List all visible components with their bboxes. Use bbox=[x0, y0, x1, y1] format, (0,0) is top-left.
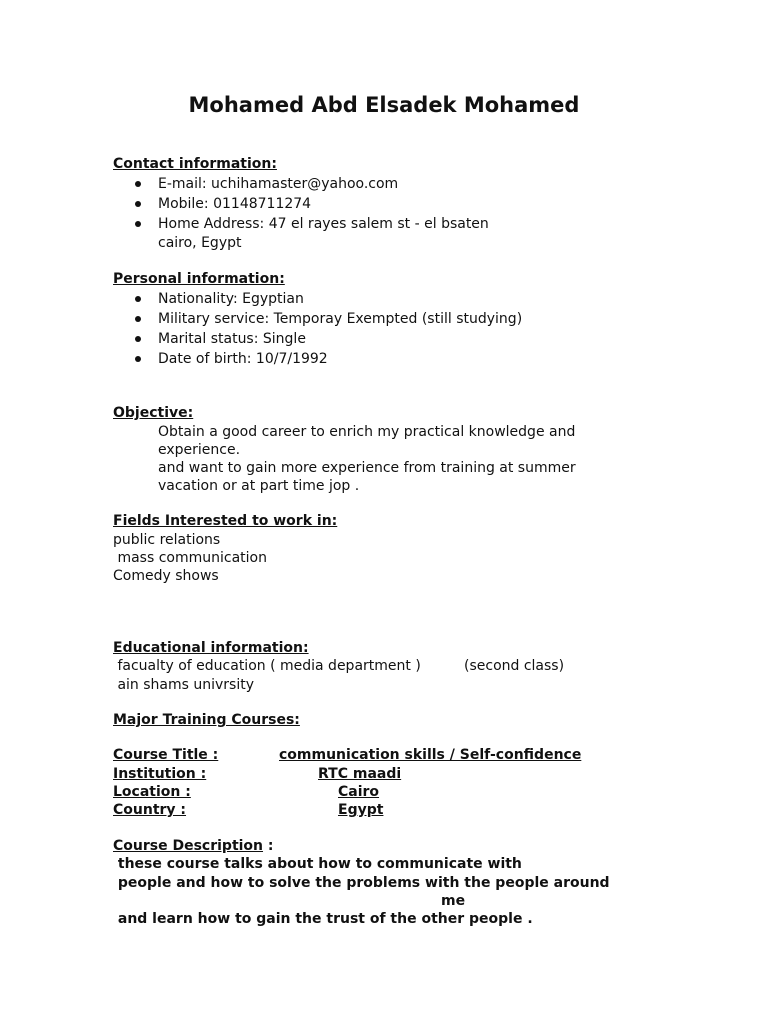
bullet-icon bbox=[135, 221, 141, 227]
country-value: Egypt bbox=[338, 802, 384, 818]
location-label: Location : bbox=[113, 784, 191, 800]
education-grade: (second class) bbox=[464, 658, 565, 674]
course-description-line: these course talks about how to communicate with bbox=[113, 856, 522, 872]
field-item: mass communication bbox=[113, 550, 267, 566]
education-university: ain shams univrsity bbox=[113, 677, 255, 693]
bullet-icon bbox=[135, 336, 141, 342]
bullet-icon bbox=[135, 316, 141, 322]
contact-mobile: Mobile: 01148711274 bbox=[158, 196, 312, 212]
resume-name-title: Mohamed Abd Elsadek Mohamed bbox=[188, 93, 580, 117]
personal-heading: Personal information: bbox=[113, 271, 285, 287]
location-value: Cairo bbox=[338, 784, 380, 800]
fields-heading: Fields Interested to work in: bbox=[113, 513, 338, 529]
course-title-label: Course Title : bbox=[113, 747, 219, 763]
bullet-icon bbox=[135, 356, 141, 362]
course-description-colon: : bbox=[263, 838, 274, 854]
course-description-heading bbox=[113, 837, 274, 855]
bullet-icon bbox=[135, 201, 141, 207]
course-description-label: Course Description bbox=[113, 838, 264, 854]
objective-heading: Objective: bbox=[113, 405, 194, 421]
bullet-icon bbox=[135, 181, 141, 187]
personal-marital: Marital status: Single bbox=[158, 331, 306, 347]
institution-label: Institution : bbox=[113, 766, 207, 782]
course-title-value: communication skills / Self-confidence bbox=[279, 747, 582, 763]
course-description-line: and learn how to gain the trust of the other people . bbox=[113, 911, 533, 927]
objective-line: Obtain a good career to enrich my practical knowledge and bbox=[158, 424, 576, 440]
institution-value: RTC maadi bbox=[318, 766, 402, 782]
contact-address: Home Address: 47 el rayes salem st - el bsaten bbox=[158, 216, 489, 232]
personal-birthdate: Date of birth: 10/7/1992 bbox=[158, 351, 328, 367]
course-description-line: people and how to solve the problems with the people around bbox=[113, 875, 610, 891]
field-item: Comedy shows bbox=[113, 568, 219, 584]
education-faculty: facualty of education ( media department ) bbox=[113, 658, 421, 674]
education-heading: Educational information: bbox=[113, 640, 309, 656]
personal-military: Military service: Temporay Exempted (still studying) bbox=[158, 311, 523, 327]
field-item: public relations bbox=[113, 532, 221, 548]
objective-line: and want to gain more experience from training at summer bbox=[158, 460, 576, 476]
bullet-icon bbox=[135, 296, 141, 302]
contact-heading: Contact information: bbox=[113, 156, 277, 172]
country-label: Country : bbox=[113, 802, 187, 818]
objective-line: experience. bbox=[158, 442, 241, 458]
training-heading: Major Training Courses: bbox=[113, 712, 300, 728]
contact-email: E-mail: uchihamaster@yahoo.com bbox=[158, 176, 399, 192]
contact-address-continued: cairo, Egypt bbox=[158, 235, 242, 251]
objective-line: vacation or at part time jop . bbox=[158, 478, 360, 494]
personal-nationality: Nationality: Egyptian bbox=[158, 291, 304, 307]
course-description-line: me bbox=[441, 893, 466, 909]
